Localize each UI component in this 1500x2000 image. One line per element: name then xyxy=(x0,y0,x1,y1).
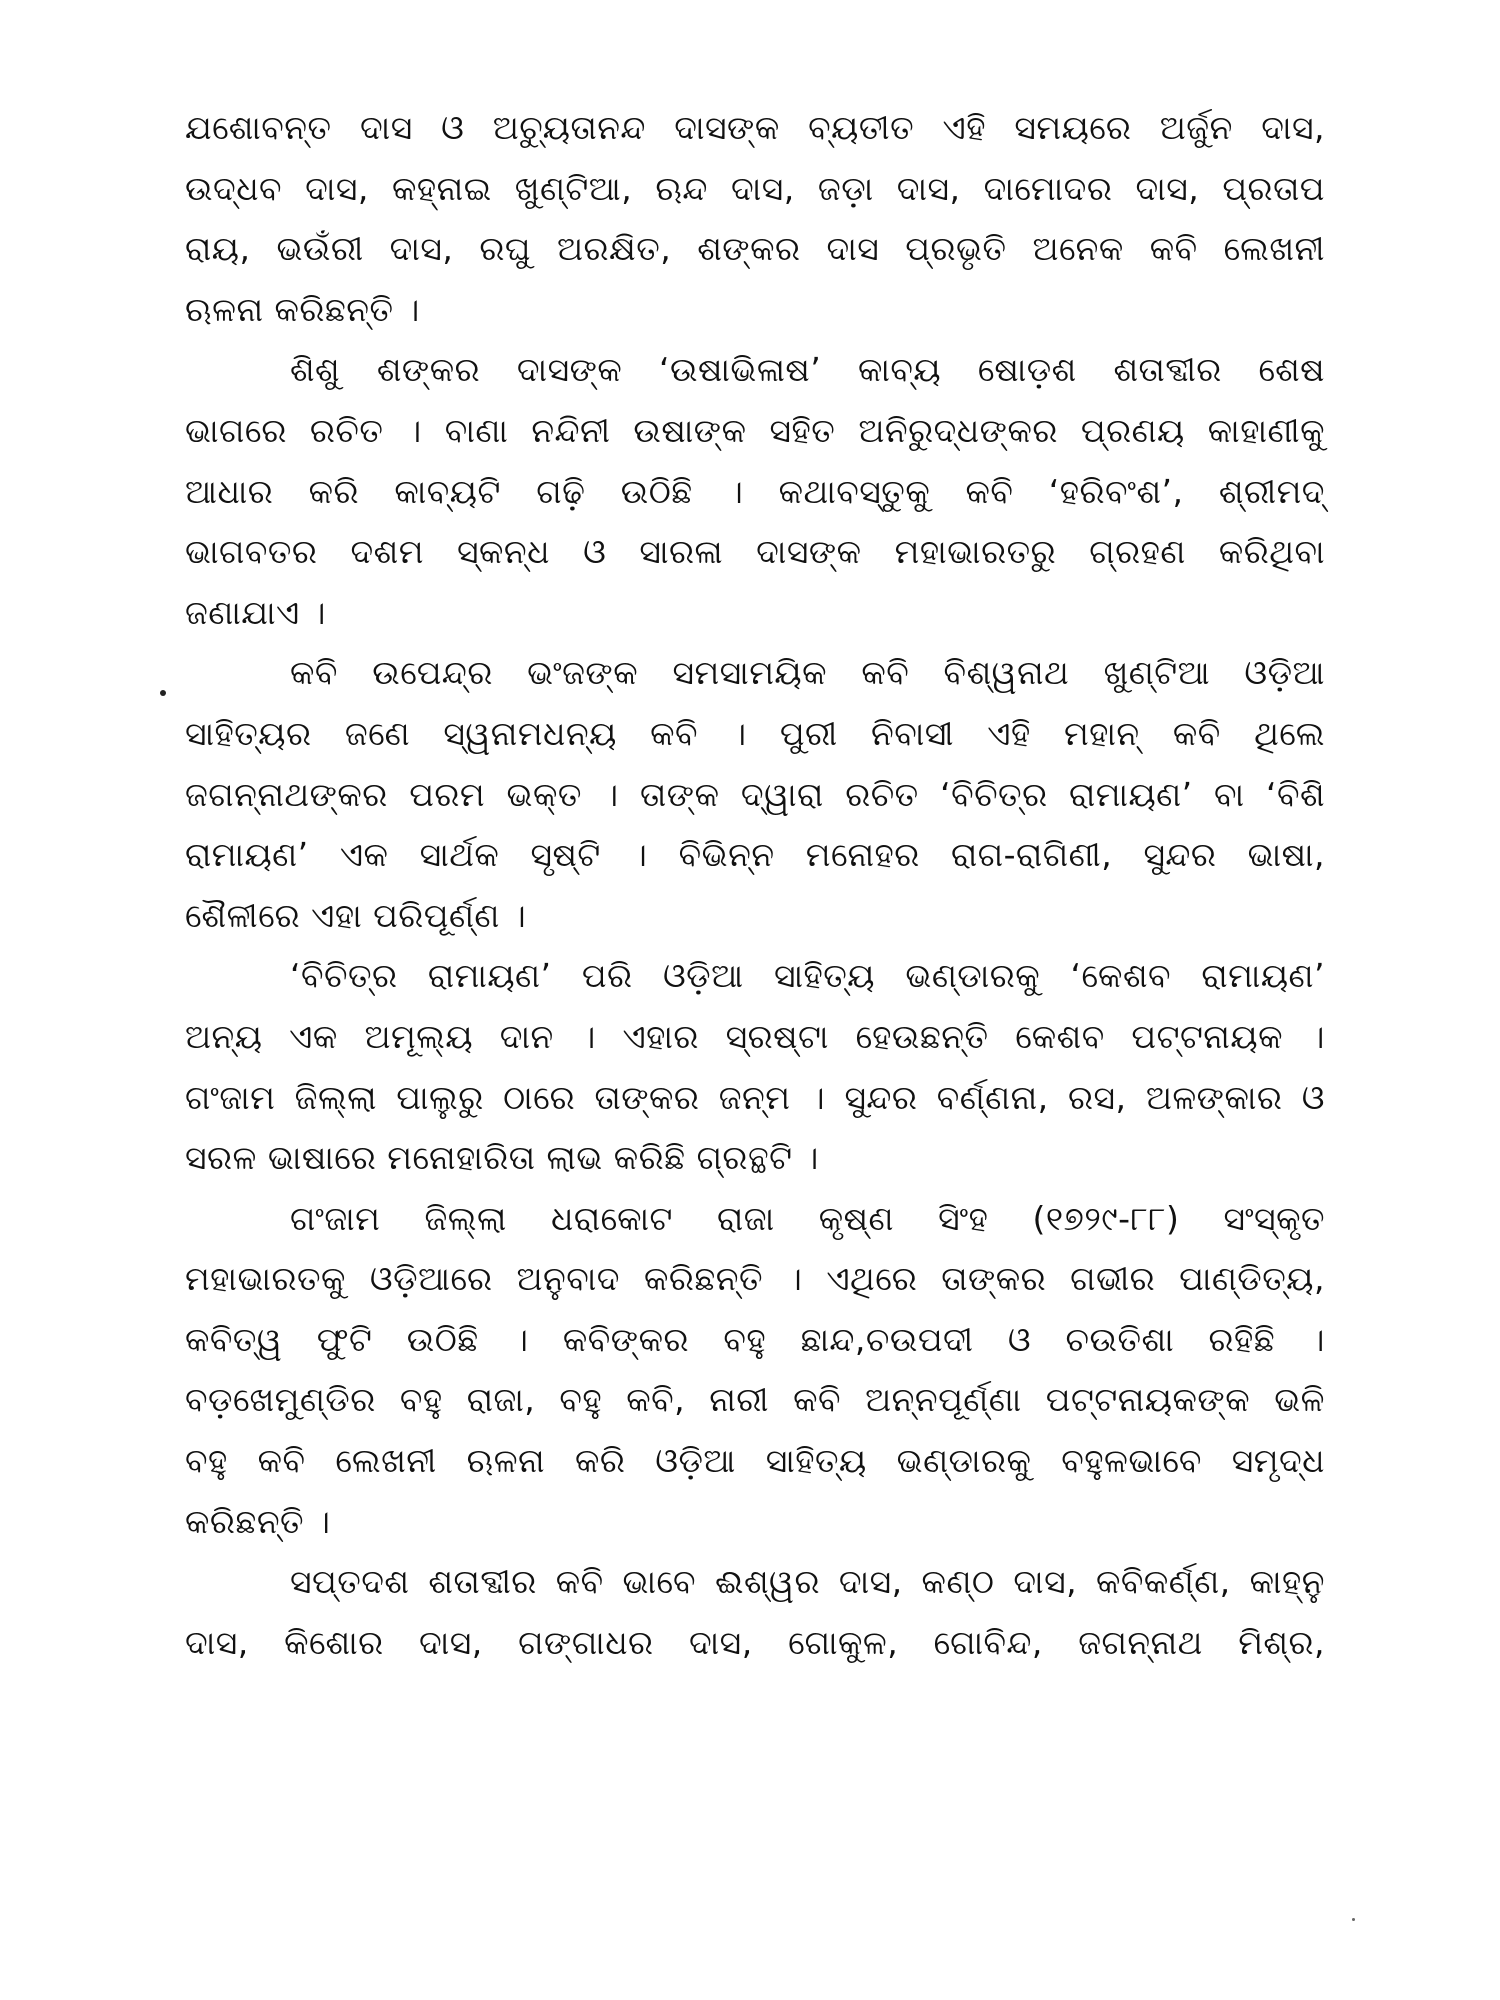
paragraph-5 xyxy=(185,1189,1325,1553)
text-line: ଶୈଳୀରେ ଏହା ପରିପୂର୍ଣ୍ଣ । xyxy=(185,895,527,935)
text-line: ଜଣାଯାଏ । xyxy=(185,592,327,632)
paragraph-6 xyxy=(185,1552,1325,1673)
text-line: ଭାଗବତର ଦଶମ ସ୍କନ୍ଧ ଓ ସାରଳା ଦାସଙ୍କ ମହାଭାରତରୁ ଗ୍ରହଣ କରିଥିବା xyxy=(185,532,1325,572)
text-line: ଋଳନା କରିଛନ୍ତି । xyxy=(185,289,420,329)
text-line: କବି ଉପେନ୍ଦ୍ର ଭଂଜଙ୍କ ସମସାମୟିକ କବି ବିଶ୍ୱନାଥ ଖୁଣ୍ଟିଆ ଓଡ଼ିଆ xyxy=(290,653,1325,693)
text-line: ଜଗନ୍ନାଥଙ୍କର ପରମ ଭକ୍ତ । ତାଙ୍କ ଦ୍ୱାରା ରଚିତ ‘ବିଚିତ୍ର ରାମାୟଣ’ ବା ‘ବିଶି xyxy=(185,774,1325,814)
text-line: ଗଂଜାମ ଜିଲ୍ଲା ଧରାକୋଟ ରାଜା କୃଷ୍ଣ ସିଂହ (୧୭୨୯-୮୮) ସଂସ୍କୃତ xyxy=(290,1198,1325,1238)
text-line: ସପ୍ତଦଶ ଶତାବ୍ଦୀର କବି ଭାବେ ଈଶ୍ୱର ଦାସ, କଣ୍ଠ ଦାସ, କବିକର୍ଣ୍ଣ, କାହ୍ନୁ xyxy=(290,1562,1325,1602)
text-line: ବଡ଼ଖେମୁଣ୍ଡିର ବହୁ ରାଜା, ବହୁ କବି, ନାରୀ କବି ଅନ୍ନପୂର୍ଣ୍ଣା ପଟ୍ଟନାୟକଙ୍କ ଭଳି xyxy=(185,1380,1325,1420)
text-line: ଅନ୍ୟ ଏକ ଅମୂଲ୍ୟ ଦାନ । ଏହାର ସ୍ରଷ୍ଟା ହେଉଛନ୍ତି କେଶବ ପଟ୍ଟନାୟକ । xyxy=(185,1016,1325,1056)
paragraph-3 xyxy=(185,643,1325,946)
text-line: ରାୟ, ଭଉଁରୀ ଦାସ, ରଘୁ ଅରକ୍ଷିତ, ଶଙ୍କର ଦାସ ପ୍ରଭୃତି ଅନେକ କବି ଲେଖନୀ xyxy=(185,229,1325,269)
text-line: ମହାଭାରତକୁ ଓଡ଼ିଆରେ ଅନୁବାଦ କରିଛନ୍ତି । ଏଥିରେ ତାଙ୍କର ଗଭୀର ପାଣ୍ଡିତ୍ୟ, xyxy=(185,1259,1325,1299)
text-line: ଭାଗରେ ରଚିତ । ବାଣା ନନ୍ଦିନୀ ଉଷାଙ୍କ ସହିତ ଅନିରୁଦ୍ଧଙ୍କର ପ୍ରଣୟ କାହାଣୀକୁ xyxy=(185,410,1325,450)
text-line: ‘ବିଚିତ୍ର ରାମାୟଣ’ ପରି ଓଡ଼ିଆ ସାହିତ୍ୟ ଭଣ୍ଡାରକୁ ‘କେଶବ ରାମାୟଣ’ xyxy=(290,956,1325,996)
body-text xyxy=(185,98,1325,1673)
paragraph-1 xyxy=(185,98,1325,340)
text-line: କବିତ୍ୱ ଫୁଟି ଉଠିଛି । କବିଙ୍କର ବହୁ ଛାନ୍ଦ,ଚଉପଦୀ ଓ ଚଉତିଶା ରହିଛି । xyxy=(185,1319,1325,1359)
scan-speck xyxy=(1352,1918,1355,1921)
text-line: ଯଶୋବନ୍ତ ଦାସ ଓ ଅଚ୍ୟୁତାନନ୍ଦ ଦାସଙ୍କ ବ୍ୟତୀତ ଏହି ସମୟରେ ଅର୍ଜୁନ ଦାସ, xyxy=(185,108,1325,147)
text-line: ଦାସ, କିଶୋର ଦାସ, ଗଙ୍ଗାଧର ଦାସ, ଗୋକୁଳ, ଗୋବିନ୍ଦ, ଜଗନ୍ନାଥ ମିଶ୍ର, xyxy=(185,1622,1325,1662)
text-line: ଶିଶୁ ଶଙ୍କର ଦାସଙ୍କ ‘ଉଷାଭିଳାଷ’ କାବ୍ୟ ଷୋଡ଼ଶ ଶତାବ୍ଦୀର ଶେଷ xyxy=(290,350,1325,390)
text-line: ଉଦ୍ଧବ ଦାସ, କହ୍ନାଇ ଖୁଣ୍ଟିଆ, ଋନ୍ଦ ଦାସ, ଜଡ଼ା ଦାସ, ଦାମୋଦର ଦାସ, ପ୍ରତାପ xyxy=(185,168,1325,208)
paragraph-2 xyxy=(185,340,1325,643)
margin-mark xyxy=(160,690,166,696)
paragraph-4 xyxy=(185,946,1325,1188)
text-line: ରାମାୟଣ’ ଏକ ସାର୍ଥକ ସୃଷ୍ଟି । ବିଭିନ୍ନ ମନୋହର ରାଗ-ରାଗିଣୀ, ସୁନ୍ଦର ଭାଷା, xyxy=(185,835,1325,875)
text-line: କରିଛନ୍ତି । xyxy=(185,1501,331,1541)
text-line: ସରଳ ଭାଷାରେ ମନୋହାରିତା ଲାଭ କରିଛି ଗ୍ରନ୍ଥଟି । xyxy=(185,1138,819,1178)
text-line: ସାହିତ୍ୟର ଜଣେ ସ୍ୱନାମଧନ୍ୟ କବି । ପୁରୀ ନିବାସୀ ଏହି ମହାନ୍ କବି ଥିଲେ xyxy=(185,713,1325,753)
text-line: ବହୁ କବି ଲେଖନୀ ଋଳନା କରି ଓଡ଼ିଆ ସାହିତ୍ୟ ଭଣ୍ଡାରକୁ ବହୁଳଭାବେ ସମୃଦ୍ଧ xyxy=(185,1441,1325,1481)
text-line: ଆଧାର କରି କାବ୍ୟଟି ଗଢ଼ି ଉଠିଛି । କଥାବସ୍ତୁକୁ କବି ‘ହରିବଂଶ’, ଶ୍ରୀମଦ୍ xyxy=(185,471,1325,511)
text-line: ଗଂଜାମ ଜିଲ୍ଲା ପାଲୁରୁ ଠାରେ ତାଙ୍କର ଜନ୍ମ । ସୁନ୍ଦର ବର୍ଣ୍ଣନା, ରସ, ଅଳଙ୍କାର ଓ xyxy=(185,1077,1325,1117)
